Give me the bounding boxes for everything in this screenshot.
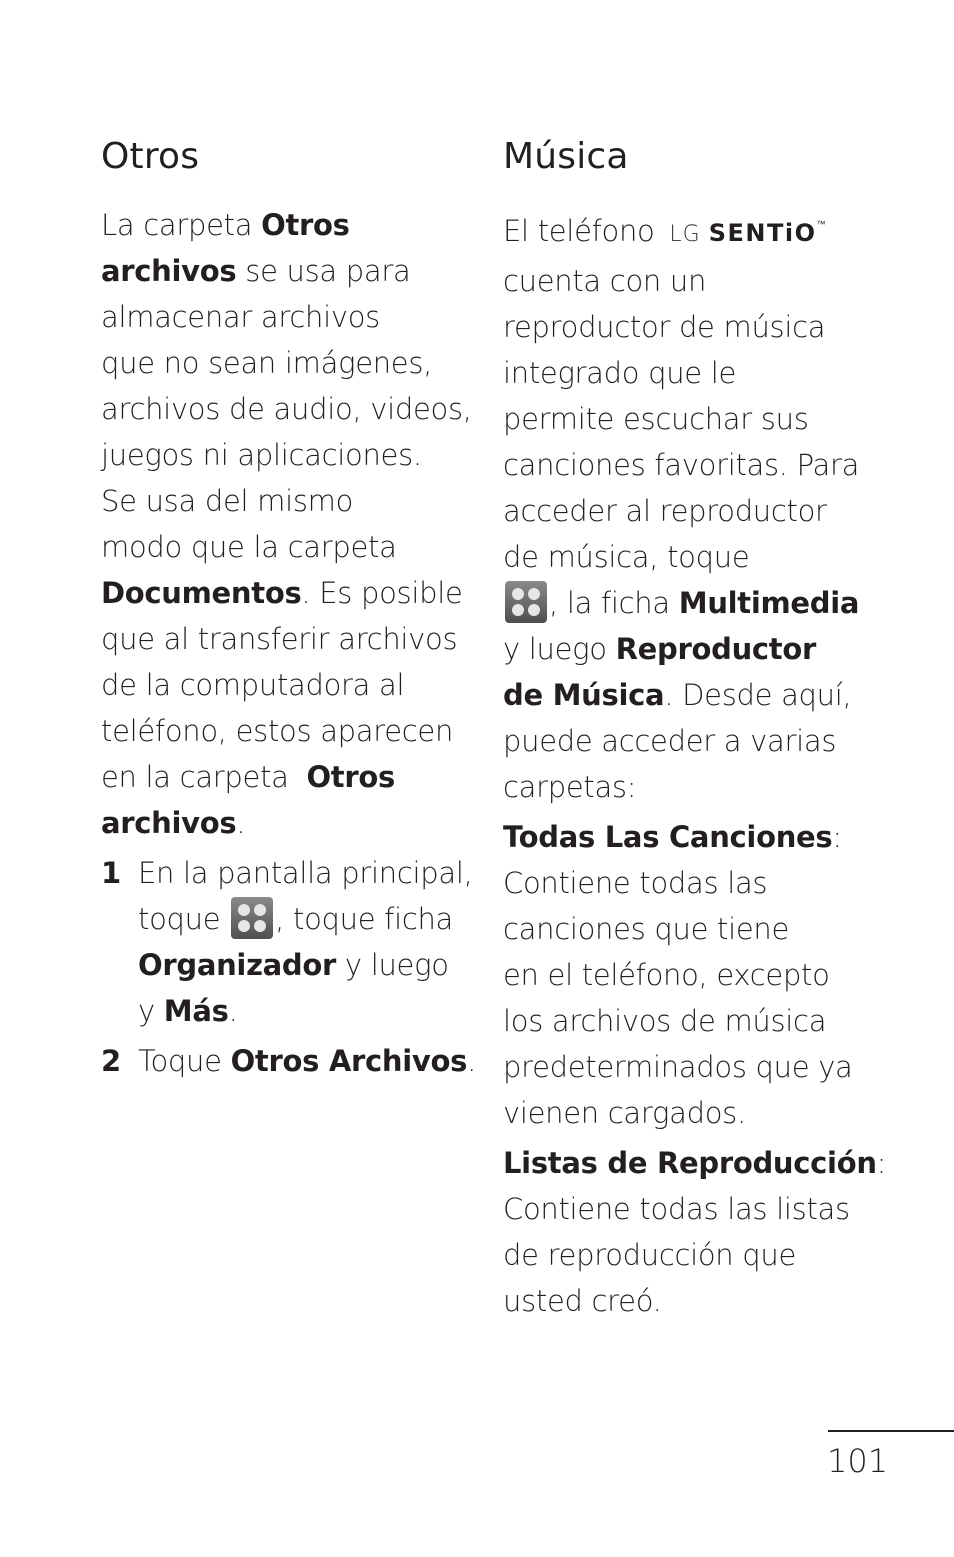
page-number: 101 — [827, 1442, 889, 1480]
apps-grid-icon — [231, 897, 273, 939]
otros-heading: Otros — [101, 136, 200, 177]
musica-heading: Música — [503, 136, 629, 177]
folder-todas-las-canciones: Todas Las Canciones: Contiene todas las canciones que tiene en el teléfono, excepto los archivos de música predeterminados que ya vienen cargados. — [503, 820, 853, 1130]
otros-intro-paragraph: La carpeta Otros archivos se usa para almacenar archivos que no sean imágenes, archivos de audio, videos, juegos ni aplicaciones. Se usa del mismo modo que la carpeta Documentos. Es posible que al transferir archivos de la computadora al teléfono, estos aparecen en la carpeta Otros archivos. — [101, 208, 472, 840]
step-number: 2 — [101, 1044, 121, 1078]
otros-column — [101, 134, 481, 1084]
footer-divider — [828, 1430, 954, 1432]
musica-column — [503, 134, 887, 1324]
step-1: 1 En la pantalla principal, toque , toque ficha Organizador y luego y Más. — [101, 850, 481, 1034]
folder-listas-de-reproduccion: Listas de Reproducción: Contiene todas las listas de reproducción que usted creó. — [503, 1146, 887, 1318]
step-2: 2 Toque Otros Archivos. — [101, 1038, 481, 1084]
apps-grid-icon — [505, 581, 547, 623]
step-number: 1 — [101, 856, 121, 890]
musica-intro-paragraph: El teléfono LG SENTiO™ cuenta con un reproductor de música integrado que le permite escuchar sus canciones favoritas. Para acceder al reproductor de música, toque , la ficha Multimedia y luego Reproductor de Música. Desde aquí, puede acceder a varias carpetas: — [503, 214, 860, 804]
lg-sentio-logo: LG SENTiO™ — [669, 219, 827, 247]
